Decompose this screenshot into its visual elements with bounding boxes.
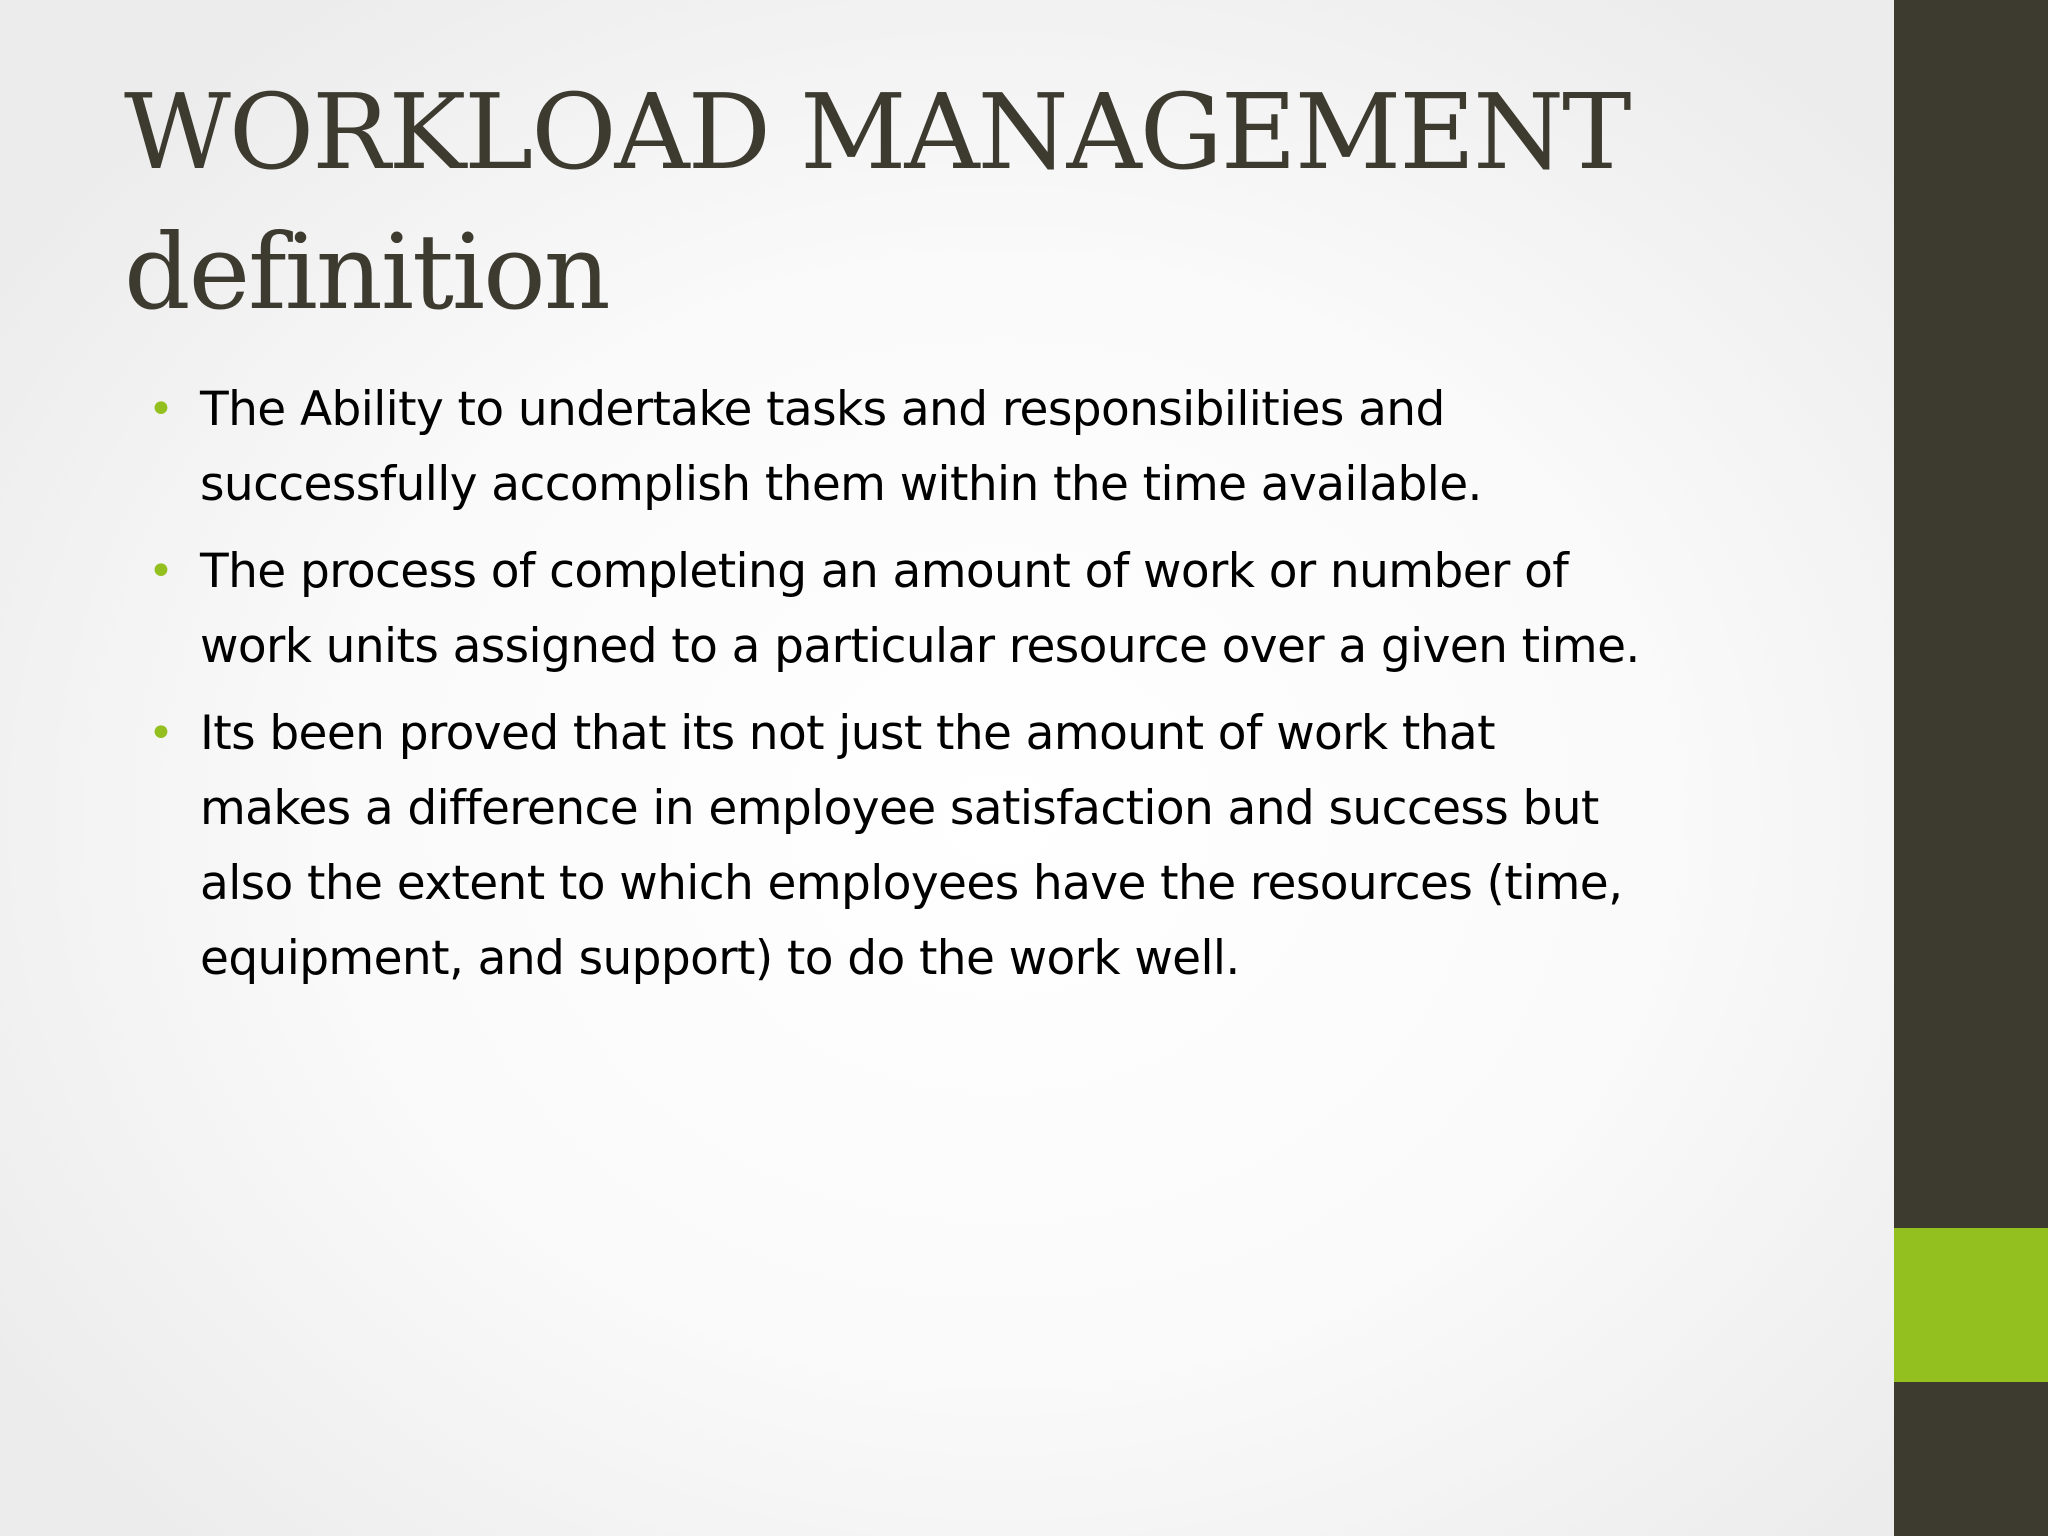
- bullet-line: The process of completing an amount of work or number of: [200, 544, 1569, 599]
- bullet-list: [148, 372, 1808, 1008]
- bullet-dot-icon: •: [148, 708, 174, 759]
- bullet-line: makes a difference in employee satisfaction and success but: [200, 781, 1599, 836]
- bullet-item: [148, 534, 1808, 684]
- bullet-line: work units assigned to a particular resource over a given time.: [200, 619, 1640, 674]
- bullet-line: also the extent to which employees have the resources (time,: [200, 856, 1623, 911]
- bullet-line: The Ability to undertake tasks and responsibilities and: [200, 382, 1445, 437]
- slide-title: [124, 62, 1824, 342]
- bullet-text: [200, 372, 1808, 522]
- bullet-dot-icon: •: [148, 384, 174, 435]
- bullet-line: Its been proved that its not just the amount of work that: [200, 706, 1495, 761]
- bullet-item: [148, 696, 1808, 996]
- bullet-item: [148, 372, 1808, 522]
- bullet-text: [200, 534, 1808, 684]
- bullet-text: [200, 696, 1808, 996]
- slide-title-line-1: WORKLOAD MANAGEMENT: [124, 71, 1630, 193]
- decorative-sidebar: [1894, 0, 2048, 1536]
- bullet-line: equipment, and support) to do the work well.: [200, 931, 1240, 986]
- bullet-line: successfully accomplish them within the time available.: [200, 457, 1482, 512]
- bullet-dot-icon: •: [148, 546, 174, 597]
- decorative-accent-block: [1894, 1228, 2048, 1382]
- slide-title-line-2: definition: [124, 211, 609, 333]
